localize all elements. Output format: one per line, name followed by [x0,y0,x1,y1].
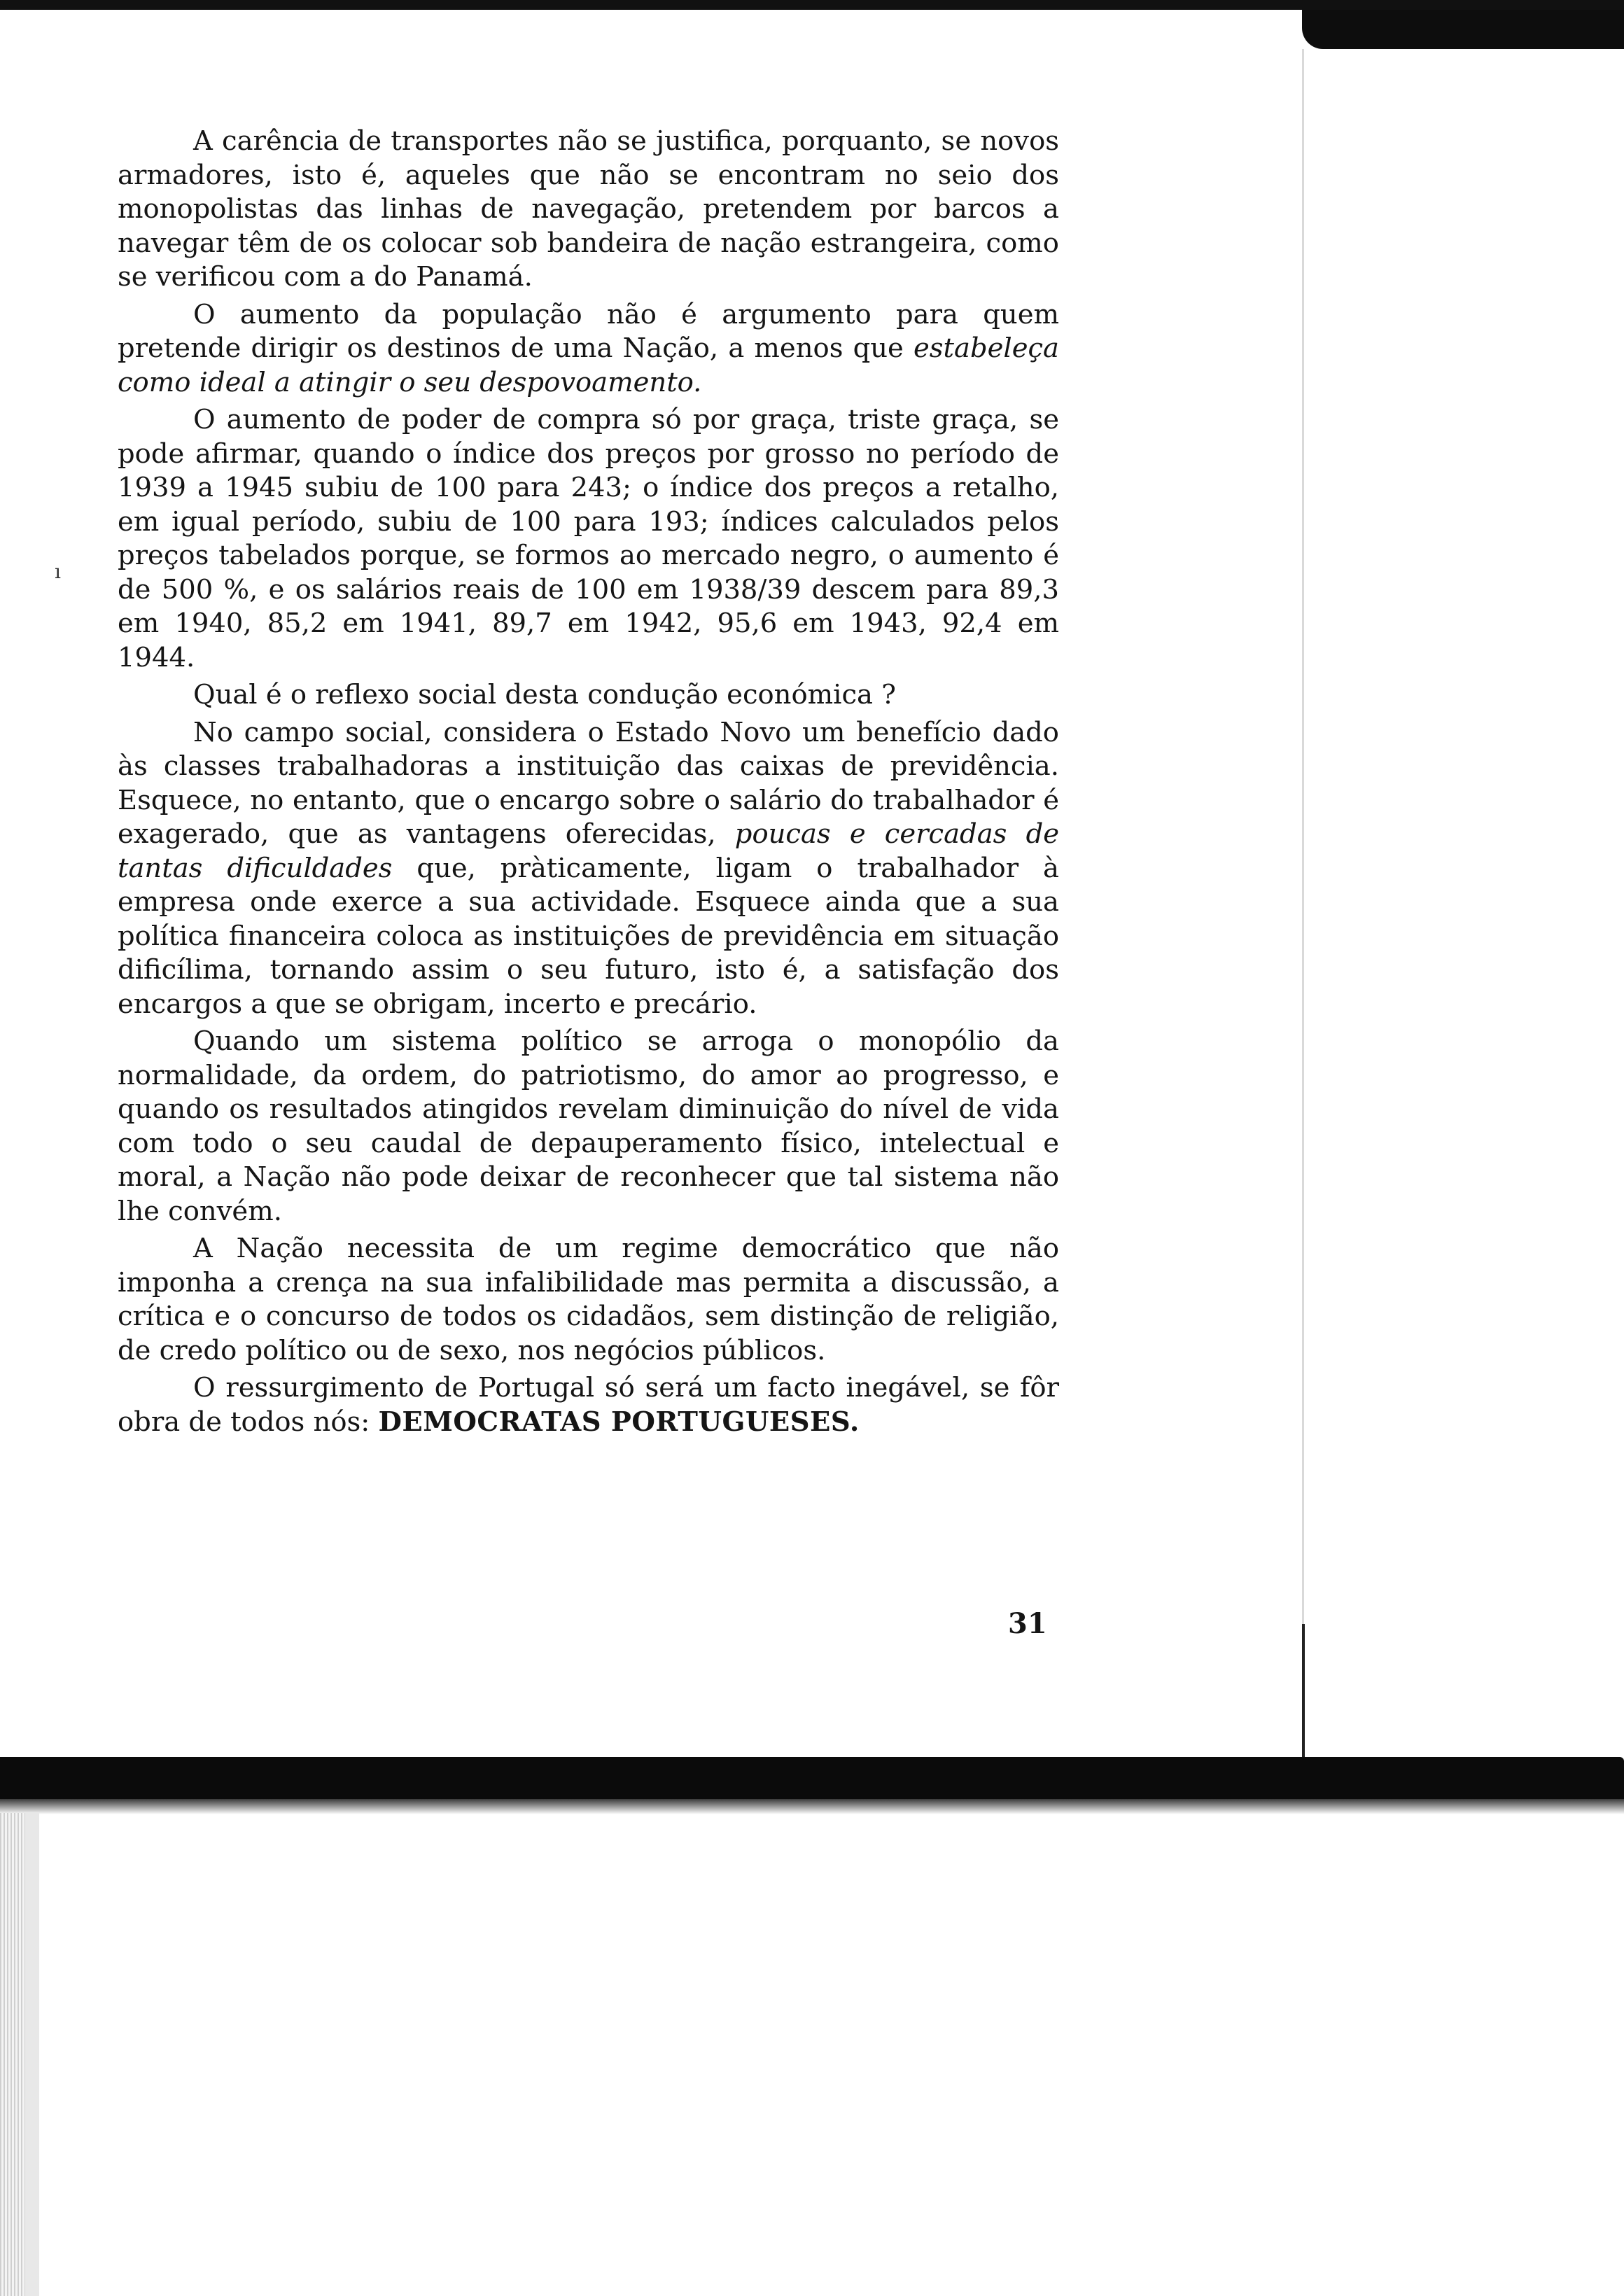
paragraph-text-tail: que, pràticamente, ligam o trabalhador à empresa onde exerce a sua actividade. Esquece ainda que a sua política financeira coloca as instituições de previdência em situação dificílima, tornando assim o seu futuro, isto é, a satisfação dos encargos a que se obrigam, incerto e precário. [118,852,1059,1020]
scan-edge-top-right [1302,10,1624,49]
paragraph-political-system [118,1025,1059,1228]
adjacent-page-strip [1302,49,1624,1778]
scan-edge-left [0,1813,25,2296]
paragraph-text: O ressurgimento de Portugal só será um facto inegável, se fôr obra de todos nós: [118,1372,1059,1438]
paragraph-population [118,298,1059,400]
paragraph-text: A carência de transportes não se justifica, porquanto, se novos armadores, isto é, aqueles que não se encontram no seio dos monopolistas das linhas de navegação, pretendem por barcos a navegar têm de os colocar sob bandeira de nação estrangeira, como se verificou com a do Panamá. [118,125,1059,293]
paragraph-italic-text: poucas e cercadas de tantas dificuldades [118,818,1059,884]
paragraph-text: O aumento da população não é argumento para quem pretende dirigir os destinos de uma Nação, a menos que [118,298,1059,364]
paragraph-social-question [118,678,1059,713]
paragraph-resurgence [118,1371,1059,1439]
stray-pen-mark: ı [55,560,61,583]
paragraph-text: No campo social, considera o Estado Novo um benefício dado às classes trabalhadoras a instituição das caixas de previdência. Esquece, no entanto, que o encargo sobre o salário do trabalhador é exagerado, que as vantagens oferecidas, [118,716,1059,850]
scan-edge-left-shadow [25,1813,39,2296]
page-body [118,125,1059,1439]
paragraph-italic-text: estabeleça como ideal a atingir o seu despovoamento. [118,332,1059,398]
paragraph-text: Quando um sistema político se arroga o monopólio da normalidade, da ordem, do patriotismo, do amor ao progresso, e quando os resultados atingidos revelam diminuição do nível de vida com todo o seu caudal de depauperamento físico, intelectual e moral, a Nação não pode deixar de reconhecer que tal sistema não lhe convém. [118,1026,1059,1227]
paragraph-purchasing-power [118,403,1059,675]
closing-emphasis: DEMOCRATAS PORTUGUESES. [378,1406,860,1438]
scan-edge-bottom [0,1757,1624,1799]
scan-edge-top [0,0,1624,10]
page-number: 31 [1008,1607,1047,1640]
paragraph-text: A Nação necessita de um regime democrático que não imponha a crença na sua infalibilidade mas permita a discussão, a crítica e o concurso de todos os cidadãos, sem distinção de religião, de credo político ou de sexo, nos negócios públicos. [118,1233,1059,1366]
paragraph-text: O aumento de poder de compra só por graça, triste graça, se pode afirmar, quando o índice dos preços por grosso no período de 1939 a 1945 subiu de 100 para 243; o índice dos preços a retalho, em igual período, subiu de 100 para 193; índices calculados pelos preços tabelados porque, se formos ao mercado negro, o aumento é de 500 %, e os salários reais de 100 em 1938/39 descem para 89,3 em 1940, 85,2 em 1941, 89,7 em 1942, 95,6 em 1943, 92,4 em 1944. [118,404,1059,673]
scan-edge-bottom-fade [0,1799,1624,1814]
paragraph-democratic-regime [118,1232,1059,1368]
paragraph-transport [118,125,1059,295]
paragraph-social-field [118,716,1059,1022]
paragraph-text: Qual é o reflexo social desta condução económica ? [193,679,896,710]
